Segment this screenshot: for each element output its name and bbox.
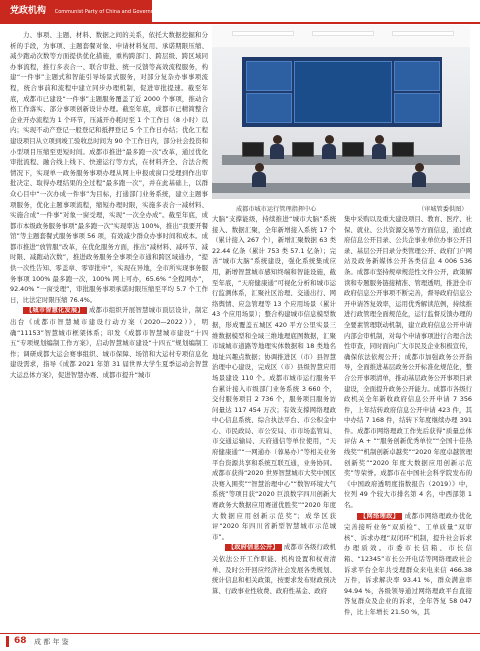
page-number: 68 <box>14 636 27 646</box>
operator <box>412 163 426 187</box>
column-right <box>344 214 472 630</box>
photo-light <box>392 31 454 36</box>
screen-pane <box>394 61 440 91</box>
footer-bar <box>6 636 9 647</box>
column-left <box>10 30 208 630</box>
section-subtitle: Communist Party of China and Government Institutions »»» <box>54 9 205 15</box>
paragraph: 大脑”支撑能级，持续推进“城市大脑”系统接入、数据汇聚，全年新增接入系统 17 个（累计接入 267 个），新增汇聚数据 63 类 22.44 亿条（累计 753 类 57.1 亿条）；完善“城市大脑”系统建设，强化系统集成应用，新增智慧城市感知终端和智能设施，截至年底，“天府健康通”可视化分析和城市运行监测体系，汇聚社区治理、交通出行、网络舆情、应急管理等 13 个应用场景（累计 43 个应用场景）；整合构建城市信息模型数据，形成覆盖五城区 420 平方公里实景三维数据模型和全域三维地理底图数据，汇聚市域城市道路等地理实体数据和 18 类地名地址兴趣点数据；协调推进区（市）县智慧治理中心建设，完成区（市）县级智慧应用场景建设 110 个。成都市城市运行服务平台累计接入市级部门业务系统 3 660 个，交付服务项目 2 736 个，服务项目服务访问量达 117 454 万次；有效支撑网络理政中心信息系统、综合执法平台、市公积金中心、市民政局、市公安局、市市场监管局、市交通运输局、天府通信等单位使用，“天府健康通”“一网通办（蓉易办）”等相关业务平台资源共享和系统互联互通，业务协同。成都市获得“2020 世界智慧城市大奖中国区决赛入围奖”“智慧治理中心”“数智环境大气系统”等项目获“2020 巨浪数字四川创新大赛政务大数据应用赛道优胜奖”“2020 年度大数据应用创新示范奖”；成华区获评“2020 年四川省新型智慧城市示范城市”。 <box>212 215 336 541</box>
screen-pane <box>246 93 292 123</box>
column-middle <box>212 214 336 630</box>
paragraph: 成都市各级行政机关依法公开工作职能、机构设置和权责清单、及时公开回应经济社会发展各类规划、统计信息和相关政策，按要求发布财政预决算、行政事业性收费、政府性基金、政府 <box>212 543 336 595</box>
paragraph: 集中采购以及重大建设项目、教育、医疗、社保、就业、公共资源交易等方面信息，通过政府信息公开目录、公共企事业单位办事公开目录、基层公开目录分类管理公开、政府门户网站及政务新媒体公开各类信息 4 006 536 条。成都市坚持规章规范性文件公开，政策解读和专题服务链接精准、管理透明，推进全市政府信息公开事项不断完善，督导政府信息公开申请答复效率，运用优秀解读范例，持续推进行政管理全面规范化，运行监督反馈办理的全要素管理联动机制，建立政府信息公开申请内部会审机制，对每个申请事项进行合理合法性审查，同时面向广大市民及企业积极宣传，确保依法依规公开；成都市加强政务公开指导，全面推进基层政务公开标准化规范化，整合公开事项清单，推动基层政务公开事项目录建设，全面提升政务公开能力。成都市各级行政机关全年新收政府信息公开申请 7 356 件，上年结转政府信息公开申请 423 件，其中办结 7 168 件，结转下年度继续办理 391 件。成都市网络理政工作先后获得“质量总体评估 A + ”“服务创新优秀单位”“全国十佳热线奖”“机制创新卓越奖”“2020 年度卓越管理创新奖”“2020 年度大数据应用创新示范奖”等荣誉。成都市在中国社会科学院发布的《中国政府透明度指数报告（2019）》中，位列 49 个较大市排名第 4 名，中西部第 1 名。 <box>344 215 472 510</box>
operator <box>372 135 386 159</box>
screen-pane <box>294 61 392 123</box>
video-wall <box>242 57 442 127</box>
photo-credit: （审城管委供图） <box>418 206 468 213</box>
paragraph: 成都市组织开展智慧城市顶层设计，制定出台《成都市智慧城市建设行动方案（2020—2022）》，明确“11153”智慧城市框架体系；印发《成都市智慧城市建设“十四五”专项规划编制工作方案》，启动智慧城市建设“十四五”规划编制工作；调研成都大运会赛事组织、城市保障、场馆和大运村专项信息化建设需求，指导《成都 2021 年第 31 届世界大学生夏季运动会智慧大运总体方案》，促进智慧办赛、成都市提升“城市 <box>10 306 208 379</box>
page-header <box>0 0 480 22</box>
monitor <box>342 142 364 157</box>
photo-ceiling <box>212 25 470 47</box>
paragraph: 成都市网络理政办优化完善接听业务“双质检”、工单质量“双审核”、诉求办理“双闭环”机制，提升社会诉求办理质效。市委市长信箱、市长信箱、“12345”市长公开电话等网络理政社会诉求平台全年共受理群众来电来信 466.38 万件，诉求解决率 93.41 %，群众满意率 94.94 %，各级领导通过网络理政平台直接答复群众及企业的诉求，全年答复 58 047 件，比上年增长 21.50 %，其 <box>344 511 472 616</box>
monitor <box>392 142 414 157</box>
footer-rule <box>0 633 480 634</box>
journal-name: 成 都 年 鉴 <box>34 638 69 646</box>
paragraph: 力、事项、主题、材料、数据之间的关系，依托大数据挖掘和分析的手段，为事项、主题套餐对象、申请材料复用、承诺期限压缩、减少跑动次数等方面提供优化措施，重构跨部门、跨层级、跨区域同办事流程，推行多表合一、联合审批、统一反馈等高效流程服务，构建“一件事”主题式和智能引导场景式服务，对部分复杂办事事项流程，统合事前和流程中建立同步办理机制，促进审批提速。截至年底，成都市已建设“一件事”主题服务覆盖了近 2000 个事项，推动合格工作落实、部分事项创新设计办理。截至年底，成都市已精简整合企业开办流程为 1 个环节，压减开办耗时至 1 个工作日（8 小时）以内；实现不动产登记一般登记和抵押登记 5 个工作日办结；优化工程建设项目从立项到竣工验收总时间为 90 个工作日内，部分社会投资和小型项目压缩至更短时间。成都市推进“最多跑一次”改革，通过优化审批流程、融合线上线下、快速运行等方式，在材料齐全、合法合规情况下，实现单一政务服务事项办理从网上申报或窗口受理到作出审批决定、取得办理结果的全过程“最多跑一次”，并在此基础上，以群众心目中“一次办成一件事”为目标，打通部门业务系统，建立主题事项服务，优化主题事项流程，缩短办理时限，实施多表合一减材料、实施合成“一件事”对象一窗受理，实现“一次全办成”。截至年底，成都市本级政务服务事项“最多跑一次”实现率达 100%，推出“我要开餐馆”等主题套餐式服务事项 56 项，有效减少群众办事时间和成本。成都市推进“放管服”改革，在优化服务方面，推出“减材料、减环节、减时限、减跑动次数”，推进政务服务全事项全市通和跨区域通办，“提供一次性告知、零盖章、零审批申”，实现在异地，全市所实现事务服务事项 100% 最多跑一次，100% 网上可办，65.6% “全程网办”，92.40% “一窗受理”，审批服务事项承诺时限压缩至平均 5.7 个工作日，比法定时限压缩 76.4%。 <box>10 31 208 304</box>
operator <box>270 135 284 159</box>
operator <box>252 163 266 187</box>
section-tag: 【网络理政】 <box>357 513 402 520</box>
screen-pane <box>246 61 292 91</box>
photo-caption: 成都市城市运行管理指挥中心 <box>236 206 317 213</box>
command-center-photo <box>212 25 470 199</box>
section-tag: 【城市智慧化发展】 <box>23 307 87 314</box>
header-rule <box>0 22 480 24</box>
section-title: 党政机构 <box>10 6 47 16</box>
monitor <box>242 142 264 157</box>
photo-light <box>312 31 374 36</box>
section-tag: 【政府信息公开】 <box>225 544 282 551</box>
screen-pane <box>394 93 440 123</box>
monitor <box>292 142 314 157</box>
operator <box>322 135 336 159</box>
section-banner <box>0 0 205 22</box>
photo-light <box>232 31 294 36</box>
console-desk <box>212 183 470 193</box>
